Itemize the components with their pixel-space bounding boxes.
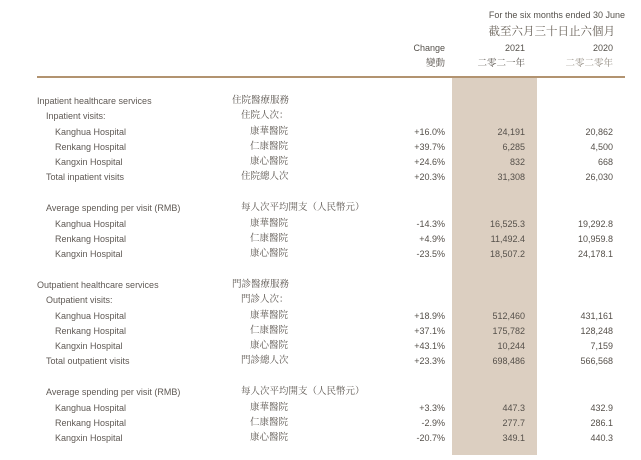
cell-2021: 512,460: [492, 310, 525, 321]
cell-2021: [447, 94, 537, 109]
cell-2021: 24,191: [497, 126, 525, 137]
cell-change: [382, 385, 447, 400]
cell-change: [382, 109, 447, 124]
row-label-zh: 康心醫院: [250, 157, 289, 168]
row-label-en: Kangxin Hospital: [55, 249, 123, 260]
table-row: [37, 109, 625, 124]
table-row: [37, 354, 625, 369]
row-label-zh: 康心醫院: [250, 341, 289, 352]
cell-2021: [447, 385, 537, 400]
cell-2021: 16,525.3: [489, 218, 525, 229]
cell-2020: [537, 385, 625, 400]
row-label-en: Kanghua Hospital: [55, 126, 127, 137]
row-label-en: Kangxin Hospital: [55, 341, 123, 352]
row-label-en: Kanghua Hospital: [55, 402, 127, 413]
cell-2021: [447, 293, 537, 308]
table-header: [37, 0, 625, 78]
cell-2020: 19,292.8: [577, 218, 613, 229]
column-headers-en: [37, 41, 625, 56]
row-label-en: Outpatient visits:: [46, 295, 113, 306]
cell-change: +43.1%: [414, 341, 445, 352]
table-row: [37, 140, 625, 155]
cell-2020: 431,161: [580, 310, 613, 321]
row-label-zh: 康華醫院: [250, 126, 289, 137]
table-row: [37, 309, 625, 324]
cell-2020: 668: [597, 157, 613, 168]
row-label-zh: 仁康醫院: [250, 141, 289, 152]
cell-2021: 18,507.2: [489, 249, 525, 260]
table-row: [37, 125, 625, 140]
cell-2020: 10,959.8: [577, 233, 613, 244]
column-header-2021-en: 2021: [504, 43, 525, 53]
row-label-zh: 康心醫院: [250, 433, 289, 444]
table-row: [37, 170, 625, 185]
row-label-zh: 門診醫療服務: [232, 279, 290, 290]
cell-2021: [447, 201, 537, 216]
cell-2021: 10,244: [497, 341, 525, 352]
cell-2020: [537, 94, 625, 109]
cell-2021: 277.7: [502, 417, 525, 428]
cell-change: +18.9%: [414, 310, 445, 321]
cell-2021: [447, 109, 537, 124]
row-label-en: Renkang Hospital: [55, 141, 127, 152]
column-header-change-zh: 變動: [425, 59, 445, 69]
cell-change: -14.3%: [416, 218, 445, 229]
row-label-zh: 住院總人次: [241, 172, 289, 183]
section-spacer: [37, 186, 625, 202]
row-label-en: Kanghua Hospital: [55, 310, 127, 321]
table-row: [37, 339, 625, 354]
cell-change: +23.3%: [414, 356, 445, 367]
row-label-en: Kangxin Hospital: [55, 433, 123, 444]
table-row: [37, 324, 625, 339]
table-row: [37, 232, 625, 247]
column-header-2021-zh: 二零二一年: [477, 59, 525, 69]
cell-2021: 6,285: [502, 141, 525, 152]
table-row: [37, 201, 625, 216]
table-row: [37, 247, 625, 262]
table-body: [37, 78, 625, 446]
row-label-zh: 每人次平均開支（人民幣元）: [241, 387, 365, 398]
row-label-en: Renkang Hospital: [55, 417, 127, 428]
cell-change: [382, 278, 447, 293]
row-label-en: Inpatient healthcare services: [37, 96, 152, 106]
row-label-en: Average spending per visit (RMB): [46, 203, 181, 214]
row-label-zh: 康華醫院: [250, 218, 289, 229]
row-label-en: Average spending per visit (RMB): [46, 387, 181, 398]
cell-2021: 31,308: [497, 172, 525, 183]
cell-change: +24.6%: [414, 157, 445, 168]
row-label-en: Outpatient healthcare services: [37, 279, 159, 290]
cell-change: +37.1%: [414, 325, 445, 336]
column-headers-zh: [37, 56, 625, 72]
cell-2021: 175,782: [492, 325, 525, 336]
section-spacer: [37, 262, 625, 278]
table-row: [37, 385, 625, 400]
column-header-2020-en: 2020: [592, 43, 613, 53]
table-row: [37, 293, 625, 308]
cell-2021: 447.3: [502, 402, 525, 413]
cell-2021: [447, 278, 537, 293]
table-row: [37, 401, 625, 416]
report-table: [37, 0, 625, 446]
row-label-zh: 康心醫院: [250, 249, 289, 260]
table-row: [37, 416, 625, 431]
row-label-zh: 門診總人次: [241, 356, 289, 367]
cell-2020: 26,030: [585, 172, 613, 183]
cell-change: +16.0%: [414, 126, 445, 137]
cell-change: [382, 293, 447, 308]
table-row: [37, 431, 625, 446]
row-label-en: Kanghua Hospital: [55, 218, 127, 229]
cell-change: -20.7%: [416, 433, 445, 444]
row-label-en: Renkang Hospital: [55, 233, 127, 244]
cell-2020: [537, 109, 625, 124]
column-header-change-en: Change: [413, 43, 445, 53]
cell-change: -23.5%: [416, 249, 445, 260]
row-label-en: Renkang Hospital: [55, 325, 127, 336]
cell-2020: 128,248: [580, 325, 613, 336]
cell-2020: 24,178.1: [577, 249, 613, 260]
table-row: [37, 217, 625, 232]
cell-2020: 440.3: [590, 433, 613, 444]
cell-change: +3.3%: [419, 402, 445, 413]
cell-2020: 20,862: [585, 126, 613, 137]
period-title-zh: 截至六月三十日止六個月: [488, 26, 615, 38]
row-label-zh: 康華醫院: [250, 310, 289, 321]
cell-2020: 566,568: [580, 356, 613, 367]
row-label-zh: 仁康醫院: [250, 417, 289, 428]
row-label-en: Inpatient visits:: [46, 111, 106, 122]
cell-2021: 349.1: [502, 433, 525, 444]
cell-2021: 11,492.4: [490, 233, 525, 244]
cell-2021: 698,486: [492, 356, 525, 367]
row-label-zh: 住院人次：: [241, 111, 289, 122]
row-label-zh: 門診人次：: [241, 295, 289, 306]
cell-2020: [537, 278, 625, 293]
cell-change: -2.9%: [421, 417, 445, 428]
row-label-en: Kangxin Hospital: [55, 157, 123, 168]
row-label-zh: 住院醫療服務: [232, 96, 290, 106]
column-header-2020-zh: 二零二零年: [565, 59, 613, 69]
row-label-en: Total inpatient visits: [46, 172, 125, 183]
row-label-en: Total outpatient visits: [46, 356, 130, 367]
cell-2021: 832: [509, 157, 525, 168]
cell-change: [382, 94, 447, 109]
cell-change: +20.3%: [414, 172, 445, 183]
row-label-zh: 仁康醫院: [250, 325, 289, 336]
table-row: [37, 155, 625, 170]
cell-2020: [537, 201, 625, 216]
cell-2020: 7,159: [590, 341, 613, 352]
section-spacer: [37, 370, 625, 386]
cell-2020: 432.9: [590, 402, 613, 413]
period-title-en: For the six months ended 30 June: [488, 10, 625, 20]
cell-2020: 286.1: [590, 417, 613, 428]
cell-change: +39.7%: [414, 141, 445, 152]
cell-2020: [537, 293, 625, 308]
row-label-zh: 康華醫院: [250, 402, 289, 413]
cell-2020: 4,500: [590, 141, 613, 152]
row-label-zh: 每人次平均開支（人民幣元）: [241, 203, 365, 214]
row-label-zh: 仁康醫院: [250, 233, 289, 244]
table-row: [37, 94, 625, 109]
table-row: [37, 278, 625, 293]
cell-change: +4.9%: [419, 233, 445, 244]
cell-change: [382, 201, 447, 216]
